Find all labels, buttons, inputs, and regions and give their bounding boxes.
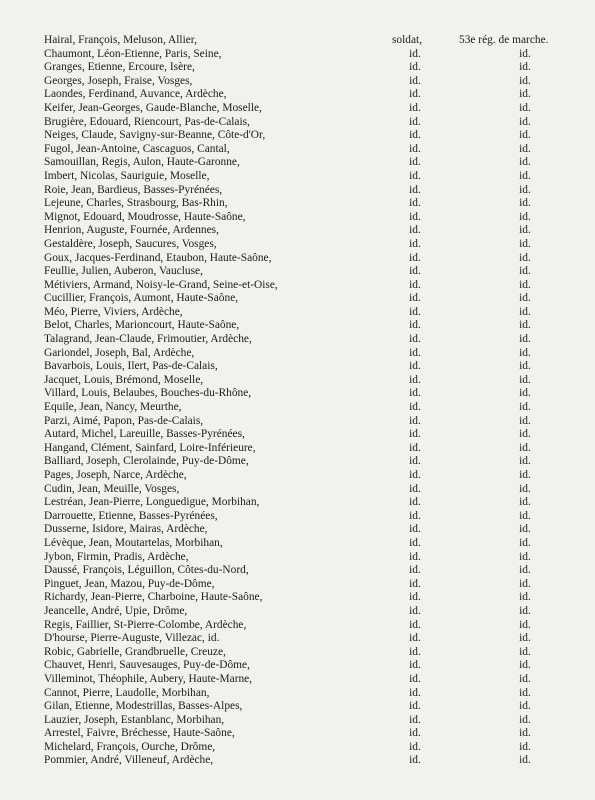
rank-cell: id.	[409, 659, 421, 672]
soldier-entry: Regis, Faillier, St-Pierre-Colombe, Ardèche,	[44, 618, 247, 631]
roster-row	[0, 687, 595, 701]
rank-cell: id.	[409, 156, 421, 169]
rank-cell: id.	[409, 618, 421, 631]
regiment-cell: id.	[519, 401, 531, 414]
regiment-cell: id.	[519, 210, 531, 223]
regiment-cell: id.	[519, 509, 531, 522]
regiment-cell: id.	[519, 74, 531, 87]
roster-list	[0, 34, 595, 768]
roster-row	[0, 619, 595, 633]
regiment-cell: id.	[519, 197, 531, 210]
regiment-cell: id.	[519, 632, 531, 645]
rank-cell: id.	[409, 428, 421, 441]
soldier-entry: Gestaldère, Joseph, Saucures, Vosges,	[44, 237, 217, 250]
soldier-entry: Cudin, Jean, Meuille, Vosges,	[44, 482, 180, 495]
regiment-cell: id.	[519, 224, 531, 237]
soldier-entry: Lévèque, Jean, Moutartelas, Morbihan,	[44, 536, 223, 549]
rank-cell: id.	[409, 142, 421, 155]
rank-cell: id.	[409, 387, 421, 400]
soldier-entry: Goux, Jacques-Ferdinand, Etaubon, Haute-Saône,	[44, 251, 272, 264]
soldier-entry: Keifer, Jean-Georges, Gaude-Blanche, Moselle,	[44, 101, 262, 114]
regiment-cell: id.	[519, 482, 531, 495]
rank-cell: id.	[409, 645, 421, 658]
rank-cell: id.	[409, 469, 421, 481]
rank-cell: id.	[409, 74, 421, 87]
roster-row	[0, 442, 595, 456]
roster-row	[0, 469, 595, 483]
roster-row	[0, 741, 595, 755]
soldier-entry: Villard, Louis, Belaubes, Bouches-du-Rhône,	[44, 387, 252, 400]
regiment-cell: id.	[519, 523, 531, 536]
regiment-cell: id.	[519, 686, 531, 699]
rank-cell: id.	[409, 441, 421, 454]
regiment-cell: id.	[519, 564, 531, 577]
roster-row	[0, 61, 595, 75]
regiment-cell: id.	[519, 183, 531, 196]
roster-row	[0, 537, 595, 551]
soldier-entry: Gilan, Etienne, Modestrillas, Basses-Alpes,	[44, 700, 243, 713]
roster-row	[0, 333, 595, 347]
rank-cell: id.	[409, 686, 421, 699]
soldier-entry: Lauzier, Joseph, Estanblanc, Morbihan,	[44, 713, 225, 726]
regiment-cell: id.	[519, 156, 531, 169]
regiment-cell: id.	[519, 604, 531, 617]
rank-cell: id.	[409, 265, 421, 278]
rank-cell: id.	[409, 292, 421, 305]
roster-row	[0, 673, 595, 687]
soldier-entry: Talagrand, Jean-Claude, Frimoutier, Ardèche,	[44, 333, 252, 346]
roster-row	[0, 170, 595, 184]
soldier-entry: Neiges, Claude, Savigny-sur-Beanne, Côte-d'Or,	[44, 129, 266, 142]
roster-row	[0, 184, 595, 198]
soldier-entry: Autard, Michel, Lareuille, Basses-Pyrénées,	[44, 428, 245, 441]
rank-cell: soldat,	[392, 34, 423, 46]
roster-row	[0, 156, 595, 170]
soldier-entry: Bavarbois, Louis, Ilert, Pas-de-Calais,	[44, 360, 218, 373]
rank-cell: id.	[409, 754, 421, 767]
roster-row	[0, 523, 595, 537]
regiment-cell: id.	[519, 672, 531, 685]
rank-cell: id.	[409, 401, 421, 414]
regiment-cell: id.	[519, 727, 531, 740]
roster-row	[0, 129, 595, 143]
rank-cell: id.	[409, 672, 421, 685]
rank-cell: id.	[409, 713, 421, 726]
soldier-entry: Laondes, Ferdinand, Auvance, Ardèche,	[44, 88, 227, 101]
rank-cell: id.	[409, 604, 421, 617]
roster-row	[0, 551, 595, 565]
regiment-cell: id.	[519, 536, 531, 549]
regiment-cell: id.	[519, 414, 531, 427]
soldier-entry: Lestréan, Jean-Pierre, Longuedigue, Morbihan,	[44, 496, 260, 509]
regiment-cell: id.	[519, 47, 531, 60]
soldier-entry: Brugière, Edouard, Riencourt, Pas-de-Calais,	[44, 115, 250, 128]
regiment-cell: id.	[519, 387, 531, 400]
soldier-entry: Villeminot, Théophile, Aubery, Haute-Marne,	[44, 672, 253, 685]
regiment-cell: id.	[519, 428, 531, 441]
roster-row	[0, 496, 595, 510]
rank-cell: id.	[409, 346, 421, 359]
regiment-cell: id.	[519, 115, 531, 128]
soldier-entry: Arrestel, Faivre, Bréchesse, Haute-Saône,	[44, 727, 235, 740]
soldier-entry: Hangand, Clément, Sainfard, Loire-Inférieure,	[44, 441, 256, 454]
soldier-entry: Parzi, Aimé, Papon, Pas-de-Calais,	[44, 414, 204, 427]
rank-cell: id.	[409, 564, 421, 577]
soldier-entry: Equile, Jean, Nancy, Meurthe,	[44, 401, 182, 414]
rank-cell: id.	[409, 360, 421, 373]
roster-row	[0, 360, 595, 374]
roster-row	[0, 88, 595, 102]
regiment-cell: id.	[519, 754, 531, 767]
rank-cell: id.	[409, 197, 421, 210]
soldier-entry: Samouillan, Regis, Aulon, Haute-Garonne,	[44, 156, 240, 169]
soldier-entry: Pages, Joseph, Narce, Ardèche,	[44, 469, 187, 481]
roster-row	[0, 279, 595, 293]
soldier-entry: Hairal, François, Meluson, Allier,	[44, 34, 197, 46]
roster-row	[0, 632, 595, 646]
rank-cell: id.	[409, 740, 421, 753]
regiment-cell: id.	[519, 305, 531, 318]
regiment-cell: id.	[519, 278, 531, 291]
rank-cell: id.	[409, 115, 421, 128]
soldier-entry: Fugol, Jean-Antoine, Cascaguos, Cantal,	[44, 142, 230, 155]
regiment-cell: id.	[519, 455, 531, 468]
regiment-cell: id.	[519, 292, 531, 305]
roster-row	[0, 591, 595, 605]
regiment-cell: id.	[519, 618, 531, 631]
roster-row	[0, 659, 595, 673]
regiment-cell: id.	[519, 237, 531, 250]
soldier-entry: Pinguet, Jean, Mazou, Puy-de-Dôme,	[44, 577, 215, 590]
rank-cell: id.	[409, 577, 421, 590]
soldier-entry: Feullie, Julien, Auberon, Vaucluse,	[44, 265, 203, 278]
rank-cell: id.	[409, 523, 421, 536]
regiment-cell: id.	[519, 645, 531, 658]
rank-cell: id.	[409, 700, 421, 713]
soldier-entry: Georges, Joseph, Fraise, Vosges,	[44, 74, 193, 87]
soldier-entry: Roie, Jean, Bardieus, Basses-Pyrénées,	[44, 183, 223, 196]
regiment-cell: id.	[519, 169, 531, 182]
soldier-entry: Henrion, Auguste, Fournée, Ardennes,	[44, 224, 219, 237]
roster-row	[0, 754, 595, 768]
roster-row	[0, 143, 595, 157]
roster-row	[0, 252, 595, 266]
soldier-entry: Balliard, Joseph, Clerolainde, Puy-de-Dôme,	[44, 455, 249, 468]
rank-cell: id.	[409, 305, 421, 318]
soldier-entry: Imbert, Nicolas, Sauriguie, Moselle,	[44, 169, 210, 182]
roster-row	[0, 224, 595, 238]
roster-row	[0, 578, 595, 592]
rank-cell: id.	[409, 455, 421, 468]
regiment-cell: id.	[519, 577, 531, 590]
soldier-entry: Méo, Pierre, Viviers, Ardèche,	[44, 305, 183, 318]
soldier-entry: Cannot, Pierre, Laudolle, Morbihan,	[44, 686, 210, 699]
roster-row	[0, 646, 595, 660]
regiment-cell: id.	[519, 129, 531, 142]
roster-row	[0, 387, 595, 401]
rank-cell: id.	[409, 496, 421, 509]
roster-row	[0, 347, 595, 361]
soldier-entry: Richardy, Jean-Pierre, Charboine, Haute-Saône,	[44, 591, 263, 604]
rank-cell: id.	[409, 550, 421, 563]
regiment-cell: id.	[519, 360, 531, 373]
roster-row	[0, 401, 595, 415]
regiment-cell: id.	[519, 469, 531, 481]
regiment-cell: id.	[519, 346, 531, 359]
soldier-entry: Darrouette, Etienne, Basses-Pyrénées,	[44, 509, 218, 522]
soldier-entry: Belot, Charles, Marioncourt, Haute-Saône,	[44, 319, 240, 332]
roster-row	[0, 510, 595, 524]
regiment-cell: id.	[519, 591, 531, 604]
regiment-cell: id.	[519, 61, 531, 74]
rank-cell: id.	[409, 414, 421, 427]
regiment-cell: id.	[519, 333, 531, 346]
rank-cell: id.	[409, 210, 421, 223]
roster-row	[0, 48, 595, 62]
regiment-cell: id.	[519, 700, 531, 713]
rank-cell: id.	[409, 333, 421, 346]
soldier-entry: Chaumont, Léon-Etienne, Paris, Seine,	[44, 47, 222, 60]
soldier-entry: Pommier, André, Villeneuf, Ardèche,	[44, 754, 214, 767]
rank-cell: id.	[409, 237, 421, 250]
soldier-entry: Chauvet, Henri, Sauvesauges, Puy-de-Dôme,	[44, 659, 250, 672]
soldier-entry: Mignot, Edouard, Moudrosse, Haute-Saône,	[44, 210, 246, 223]
rank-cell: id.	[409, 61, 421, 74]
roster-row	[0, 455, 595, 469]
roster-row	[0, 714, 595, 728]
soldier-entry: Cucillier, François, Aumont, Haute-Saône,	[44, 292, 239, 305]
soldier-entry: Métiviers, Armand, Noisy-le-Grand, Seine-et-Oise,	[44, 278, 278, 291]
rank-cell: id.	[409, 482, 421, 495]
regiment-cell: id.	[519, 142, 531, 155]
soldier-entry: Daussé, François, Léguillon, Côtes-du-Nord,	[44, 564, 249, 577]
roster-row	[0, 292, 595, 306]
rank-cell: id.	[409, 536, 421, 549]
soldier-entry: Jybon, Firmin, Pradis, Ardèche,	[44, 550, 189, 563]
regiment-cell: id.	[519, 740, 531, 753]
regiment-cell: id.	[519, 319, 531, 332]
soldier-entry: D'hourse, Pierre-Auguste, Villezac, id.	[44, 632, 220, 645]
soldier-entry: Gariondel, Joseph, Bal, Ardèche,	[44, 346, 195, 359]
rank-cell: id.	[409, 88, 421, 101]
soldier-entry: Granges, Etienne, Ercoure, Isère,	[44, 61, 195, 74]
rank-cell: id.	[409, 319, 421, 332]
roster-row	[0, 34, 595, 48]
roster-row	[0, 374, 595, 388]
roster-row	[0, 483, 595, 497]
rank-cell: id.	[409, 183, 421, 196]
regiment-cell: id.	[519, 441, 531, 454]
roster-row	[0, 700, 595, 714]
rank-cell: id.	[409, 509, 421, 522]
soldier-entry: Lejeune, Charles, Strasbourg, Bas-Rhin,	[44, 197, 228, 210]
roster-row	[0, 605, 595, 619]
roster-row	[0, 306, 595, 320]
roster-row	[0, 102, 595, 116]
soldier-entry: Jeancelle, André, Upie, Drôme,	[44, 604, 188, 617]
roster-row	[0, 415, 595, 429]
roster-row	[0, 116, 595, 130]
roster-row	[0, 564, 595, 578]
soldier-entry: Jacquet, Louis, Brémond, Moselle,	[44, 373, 204, 386]
rank-cell: id.	[409, 101, 421, 114]
roster-row	[0, 211, 595, 225]
soldier-entry: Michelard, François, Ourche, Drôme,	[44, 740, 216, 753]
roster-row	[0, 727, 595, 741]
regiment-cell: id.	[519, 713, 531, 726]
rank-cell: id.	[409, 632, 421, 645]
rank-cell: id.	[409, 373, 421, 386]
soldier-entry: Dusserne, Isidore, Mairas, Ardèche,	[44, 523, 208, 536]
soldier-entry: Robic, Gabrielle, Grandbruelle, Creuze,	[44, 645, 226, 658]
roster-row	[0, 265, 595, 279]
rank-cell: id.	[409, 129, 421, 142]
rank-cell: id.	[409, 169, 421, 182]
roster-row	[0, 238, 595, 252]
regiment-cell: id.	[519, 496, 531, 509]
regiment-cell: id.	[519, 251, 531, 264]
regiment-cell: id.	[519, 550, 531, 563]
rank-cell: id.	[409, 47, 421, 60]
roster-row	[0, 197, 595, 211]
roster-row	[0, 75, 595, 89]
regiment-cell: id.	[519, 88, 531, 101]
rank-cell: id.	[409, 278, 421, 291]
rank-cell: id.	[409, 251, 421, 264]
regiment-cell: id.	[519, 101, 531, 114]
rank-cell: id.	[409, 727, 421, 740]
regiment-cell: id.	[519, 265, 531, 278]
regiment-cell: 53e rég. de marche.	[459, 34, 549, 46]
rank-cell: id.	[409, 224, 421, 237]
roster-row	[0, 428, 595, 442]
regiment-cell: id.	[519, 373, 531, 386]
regiment-cell: id.	[519, 659, 531, 672]
roster-row	[0, 319, 595, 333]
rank-cell: id.	[409, 591, 421, 604]
